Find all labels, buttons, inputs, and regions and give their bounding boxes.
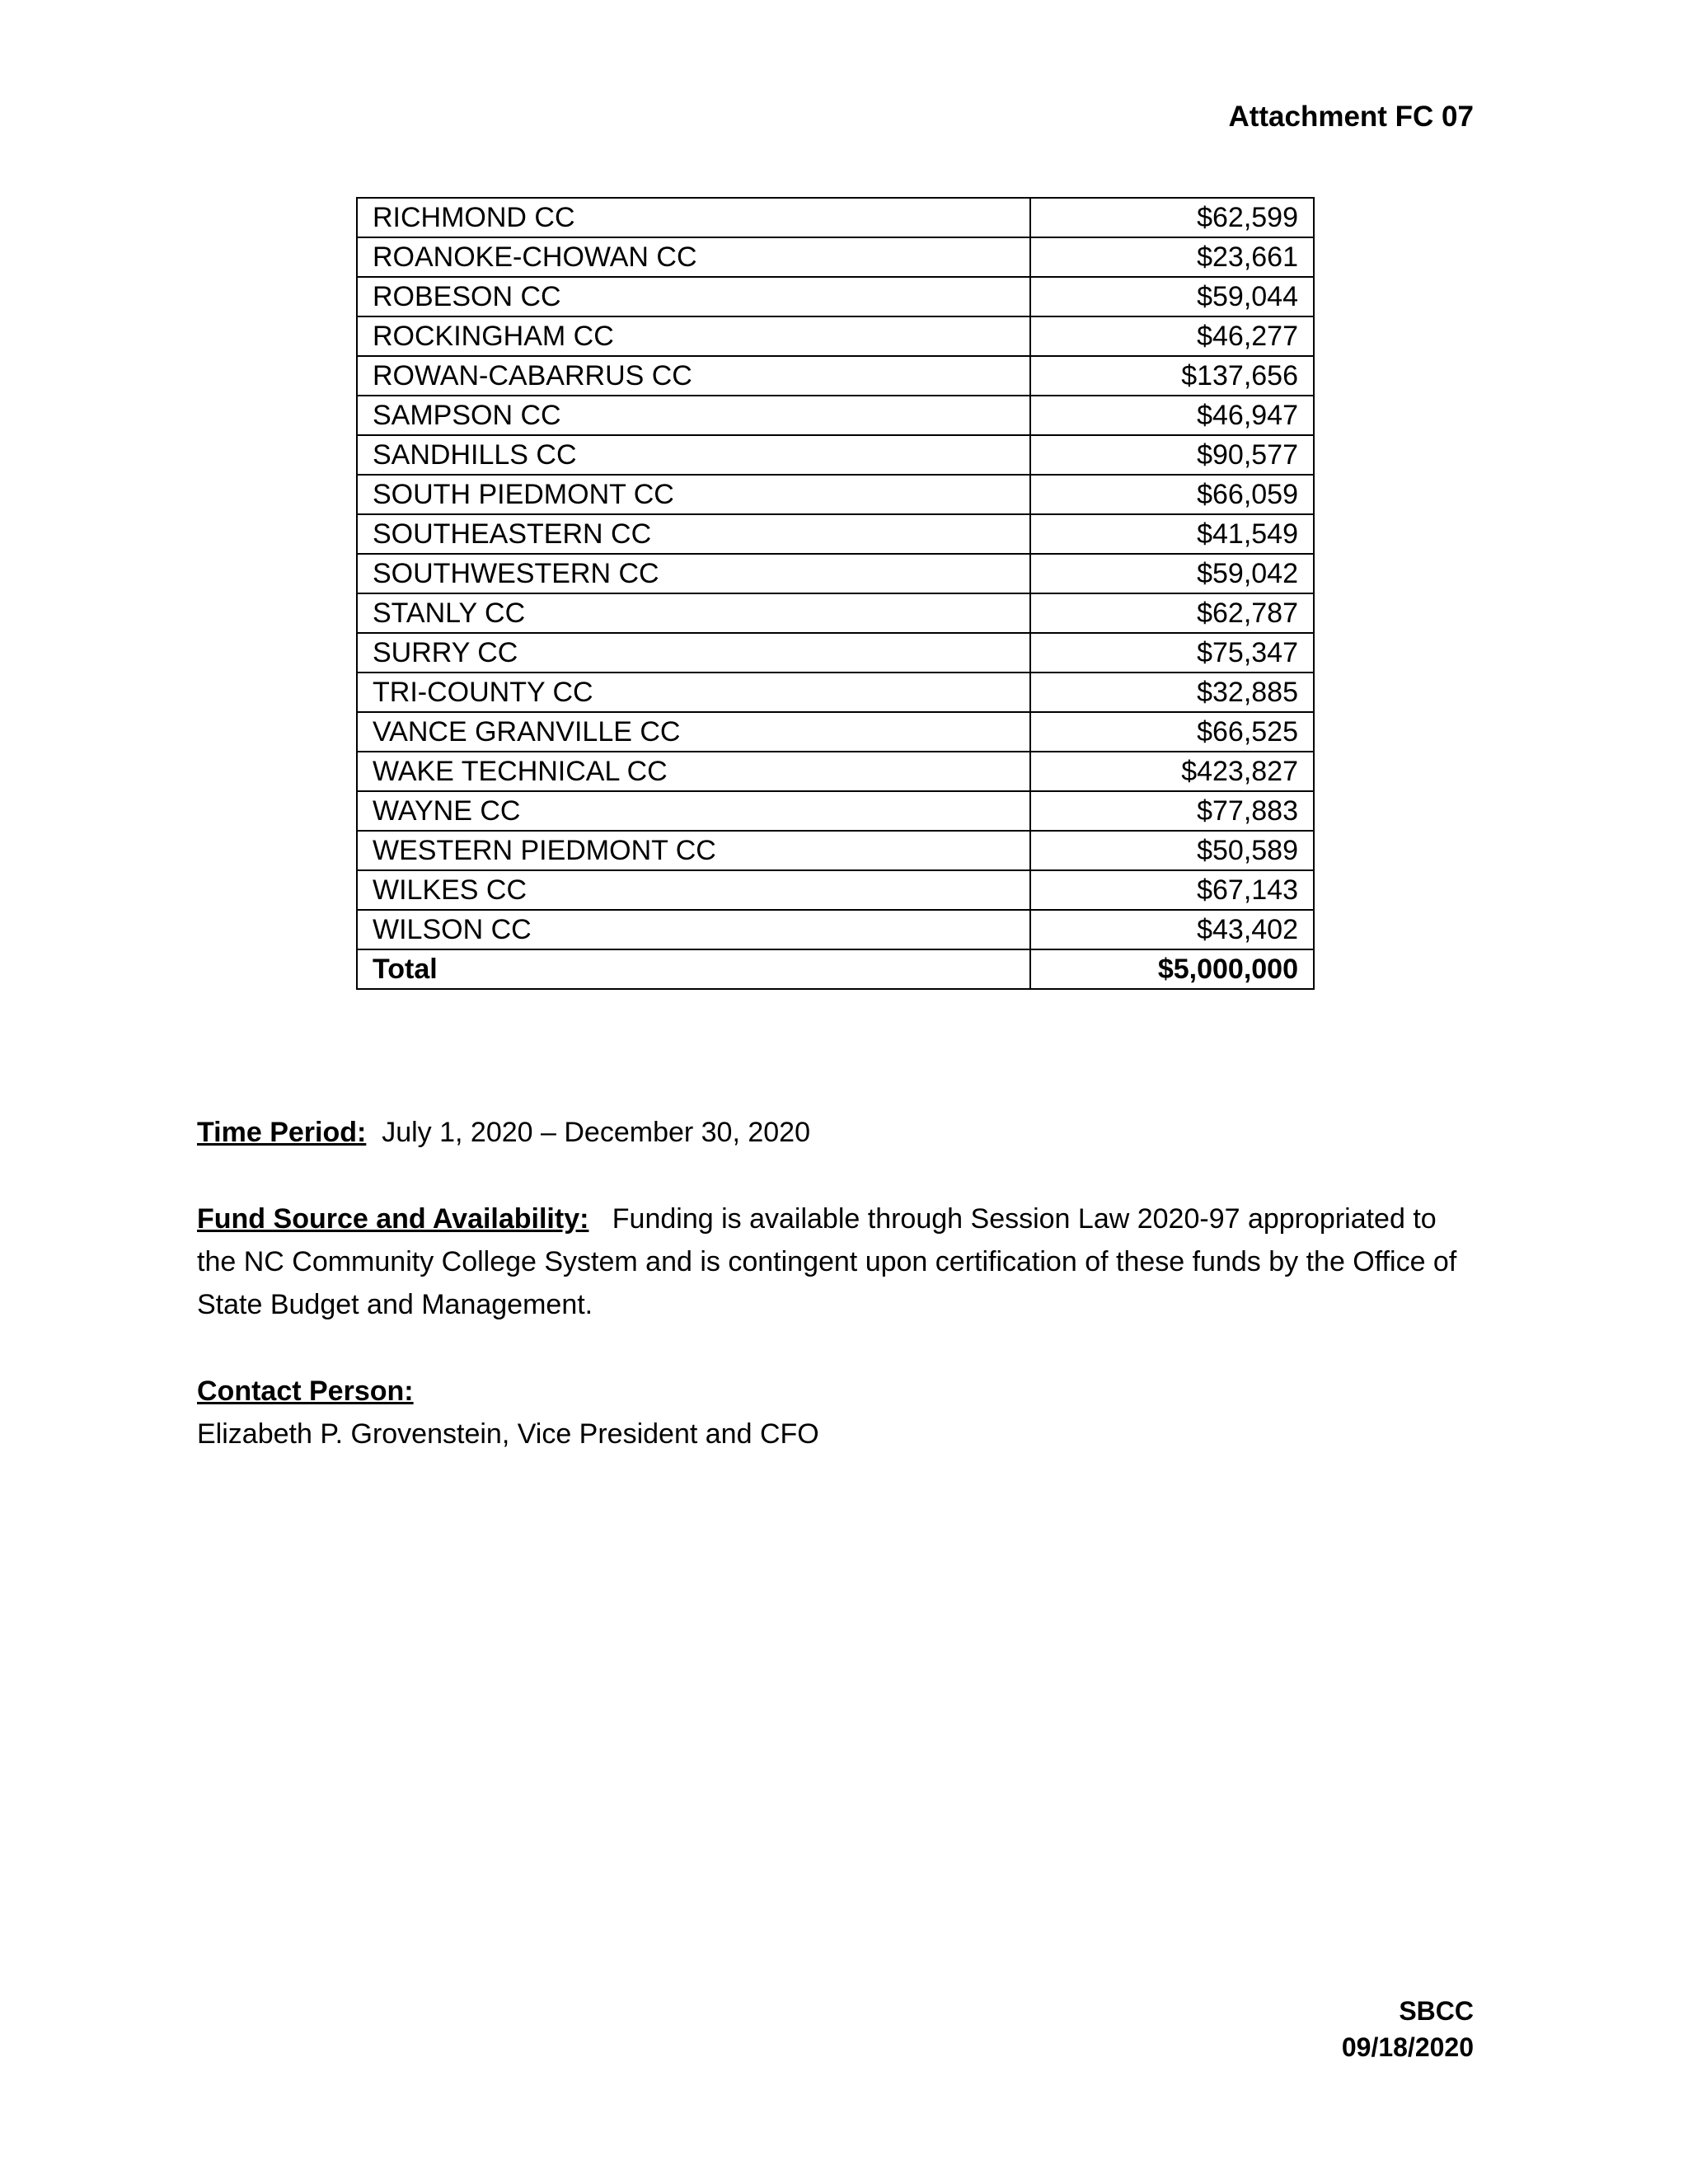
college-name: SOUTHWESTERN CC xyxy=(357,554,1030,593)
college-name: WILSON CC xyxy=(357,910,1030,949)
table-row xyxy=(357,435,1314,475)
total-label: Total xyxy=(357,949,1030,989)
table-row xyxy=(357,831,1314,870)
college-name: SURRY CC xyxy=(357,633,1030,673)
college-amount: $50,589 xyxy=(1030,831,1314,870)
footer-org: SBCC xyxy=(1399,1996,1474,2026)
table-row xyxy=(357,870,1314,910)
college-amount: $77,883 xyxy=(1030,791,1314,831)
college-amount: $67,143 xyxy=(1030,870,1314,910)
total-amount: $5,000,000 xyxy=(1030,949,1314,989)
attachment-label: Attachment FC 07 xyxy=(1228,101,1474,133)
table-row xyxy=(357,277,1314,316)
college-amount: $90,577 xyxy=(1030,435,1314,475)
college-name: ROCKINGHAM CC xyxy=(357,316,1030,356)
college-name: WESTERN PIEDMONT CC xyxy=(357,831,1030,870)
college-name: SAMPSON CC xyxy=(357,396,1030,435)
table-row xyxy=(357,198,1314,237)
time-period-value: July 1, 2020 – December 30, 2020 xyxy=(382,1117,810,1148)
table-row xyxy=(357,237,1314,277)
college-name: STANLY CC xyxy=(357,593,1030,633)
college-name: ROBESON CC xyxy=(357,277,1030,316)
footer-date: 09/18/2020 xyxy=(1341,2032,1474,2062)
fund-source-label: Fund Source and Availability: xyxy=(197,1203,589,1235)
college-name: SANDHILLS CC xyxy=(357,435,1030,475)
total-row xyxy=(357,949,1314,989)
college-amount: $59,044 xyxy=(1030,277,1314,316)
college-name: SOUTHEASTERN CC xyxy=(357,514,1030,554)
college-name: RICHMOND CC xyxy=(357,198,1030,237)
table-row xyxy=(357,554,1314,593)
table-row xyxy=(357,752,1314,791)
table-row xyxy=(357,633,1314,673)
college-amount: $66,059 xyxy=(1030,475,1314,514)
college-amount: $23,661 xyxy=(1030,237,1314,277)
table-row xyxy=(357,356,1314,396)
college-amount: $41,549 xyxy=(1030,514,1314,554)
college-amount: $43,402 xyxy=(1030,910,1314,949)
college-name: TRI-COUNTY CC xyxy=(357,673,1030,712)
fund-source-value: Funding is available through Session Law 2020-97 appropriated to the NC Community College System and is contingent upon certification of these funds by the Office of State Budget and Management. xyxy=(197,1203,1457,1320)
college-name: WAYNE CC xyxy=(357,791,1030,831)
college-amount: $62,787 xyxy=(1030,593,1314,633)
time-period xyxy=(197,1111,1483,1154)
table-row xyxy=(357,316,1314,356)
college-amount: $75,347 xyxy=(1030,633,1314,673)
college-amount: $137,656 xyxy=(1030,356,1314,396)
table-row xyxy=(357,673,1314,712)
college-amount: $46,947 xyxy=(1030,396,1314,435)
college-amount: $46,277 xyxy=(1030,316,1314,356)
college-name: WILKES CC xyxy=(357,870,1030,910)
college-name: ROANOKE-CHOWAN CC xyxy=(357,237,1030,277)
college-name: VANCE GRANVILLE CC xyxy=(357,712,1030,752)
college-name: ROWAN-CABARRUS CC xyxy=(357,356,1030,396)
contact-value: Elizabeth P. Grovenstein, Vice President and CFO xyxy=(197,1418,819,1450)
college-amount: $62,599 xyxy=(1030,198,1314,237)
fund-source xyxy=(197,1197,1483,1326)
table-row xyxy=(357,910,1314,949)
allocation-table xyxy=(356,197,1315,990)
college-name: WAKE TECHNICAL CC xyxy=(357,752,1030,791)
footer xyxy=(1342,1993,1474,2065)
table-row xyxy=(357,791,1314,831)
college-amount: $423,827 xyxy=(1030,752,1314,791)
contact-label: Contact Person: xyxy=(197,1376,414,1407)
table-row xyxy=(357,712,1314,752)
college-amount: $32,885 xyxy=(1030,673,1314,712)
time-period-label: Time Period: xyxy=(197,1117,367,1148)
table-row xyxy=(357,475,1314,514)
table-row xyxy=(357,514,1314,554)
contact xyxy=(197,1370,1483,1455)
table-row xyxy=(357,593,1314,633)
college-amount: $66,525 xyxy=(1030,712,1314,752)
table-row xyxy=(357,396,1314,435)
college-name: SOUTH PIEDMONT CC xyxy=(357,475,1030,514)
college-amount: $59,042 xyxy=(1030,554,1314,593)
